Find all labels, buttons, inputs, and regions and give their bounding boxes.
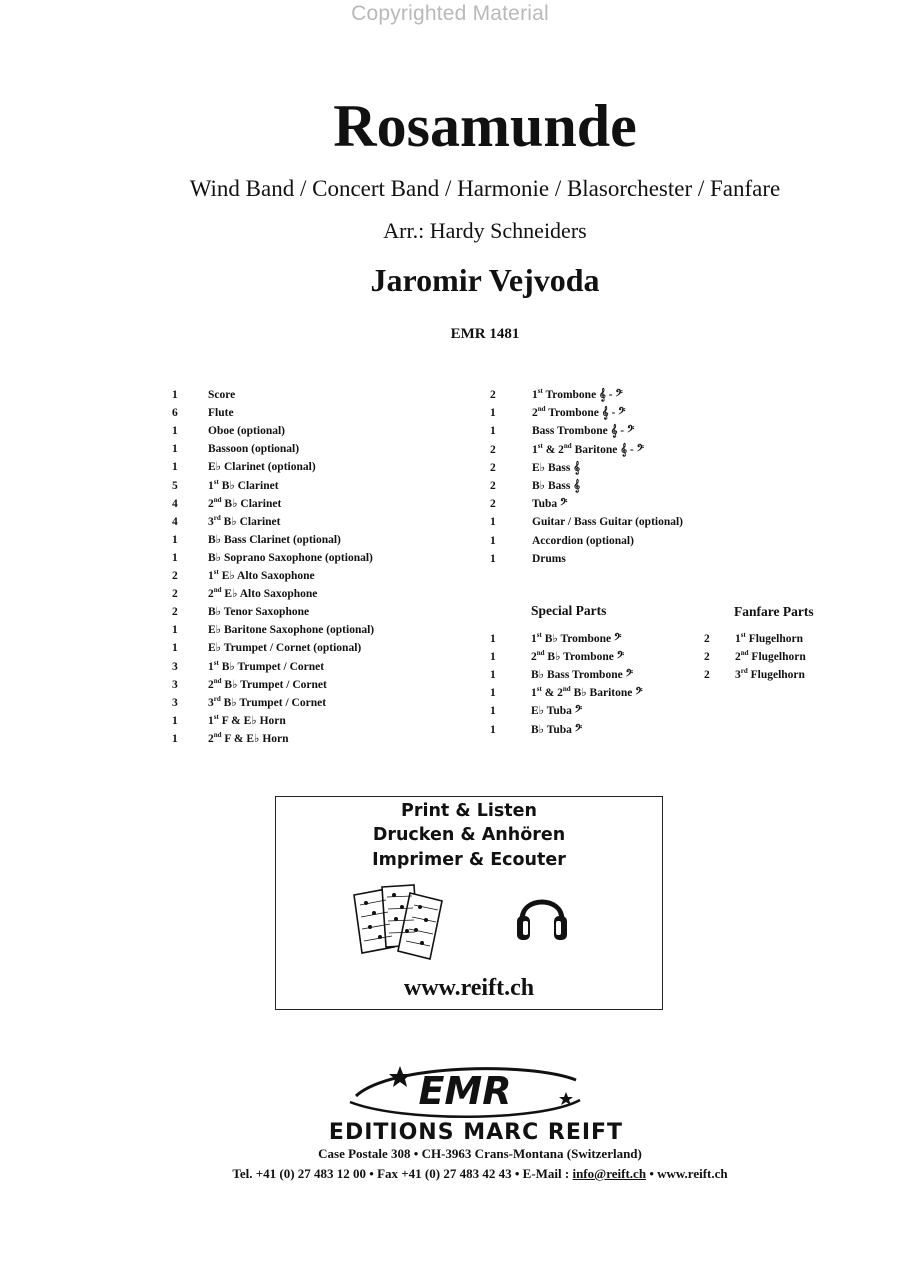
part-instrument: B♭ Tuba 𝄢 [531, 723, 583, 736]
part-ordinal: 3 [208, 696, 214, 709]
part-instrument: B♭ Bass Trombone 𝄢 [531, 669, 633, 682]
part-ordinal-suffix: nd [562, 685, 571, 694]
part-ordinal: 2 [557, 687, 563, 700]
part-instrument: E♭ Tuba 𝄢 [531, 705, 583, 718]
part-name [208, 658, 324, 676]
part-name [208, 531, 341, 549]
part-quantity: 4 [172, 497, 178, 510]
part-instrument: E♭ Clarinet (optional) [208, 461, 316, 474]
part-quantity: 2 [172, 570, 178, 582]
part-instrument: Trombone 𝄞 - 𝄢 [548, 407, 626, 420]
part-quantity: 5 [172, 479, 178, 492]
part-instrument: Oboe (optional) [208, 425, 285, 438]
part-ordinal-suffix: st [213, 568, 219, 577]
score-title: Rosamunde [333, 93, 637, 159]
part-quantity: 1 [490, 516, 496, 529]
part-ordinal-suffix: st [213, 477, 219, 486]
part-ordinal: 3 [735, 669, 741, 682]
part-ordinal-suffix: rd [213, 694, 221, 703]
part-name [532, 513, 683, 531]
part-name [532, 477, 580, 495]
part-name [532, 550, 566, 568]
part-name [208, 639, 361, 657]
part-instrument: B♭ Trumpet / Cornet [223, 696, 327, 709]
sheet-music-icon [352, 883, 452, 963]
part-instrument: E♭ Trumpet / Cornet (optional) [208, 642, 362, 655]
part-quantity: 2 [172, 606, 178, 619]
emr-logo-text: EMR [418, 1069, 512, 1113]
part-instrument: E♭ Baritone Saxophone (optional) [208, 624, 375, 637]
part-ordinal-suffix: rd [740, 667, 748, 676]
part-quantity: 2 [490, 443, 496, 456]
part-instrument: Score [208, 389, 236, 401]
part-quantity: 1 [172, 425, 178, 438]
print-listen-url[interactable]: www.reift.ch [403, 975, 535, 1001]
part-instrument: B♭ Baritone 𝄢 [573, 687, 643, 700]
part-instrument: E♭ Alto Saxophone [224, 588, 318, 601]
part-ordinal: 2 [558, 443, 564, 456]
part-quantity: 1 [172, 732, 178, 745]
part-quantity: 1 [172, 389, 178, 401]
part-ordinal-suffix: nd [536, 649, 545, 658]
special-parts-heading: Special Parts [531, 603, 607, 618]
part-quantity: 1 [172, 714, 178, 727]
part-name [208, 513, 280, 531]
part-quantity: 3 [172, 678, 178, 691]
part-ordinal-suffix: rd [213, 513, 221, 522]
part-quantity: 1 [490, 534, 496, 547]
part-ordinal-suffix: nd [213, 676, 222, 685]
fanfare-parts-list [704, 630, 844, 690]
part-instrument: B♭ Soprano Saxophone (optional) [208, 551, 373, 564]
part-ordinal: 1 [532, 389, 538, 401]
part-instrument: F & E♭ Horn [224, 732, 289, 745]
parts-list-left [172, 386, 472, 756]
part-ordinal-suffix: nd [537, 405, 546, 414]
part-quantity: 2 [704, 651, 710, 664]
special-parts-list [490, 630, 710, 750]
part-quantity: 1 [490, 687, 496, 700]
part-name [208, 621, 374, 639]
part-name [531, 666, 633, 684]
part-ordinal: 2 [735, 651, 741, 664]
part-instrument: B♭ Tenor Saxophone [208, 606, 310, 619]
part-ordinal: 3 [208, 515, 214, 528]
part-instrument: E♭ Alto Saxophone [221, 570, 315, 582]
part-instrument: Bassoon (optional) [208, 443, 300, 456]
part-instrument: Flugelhorn [751, 651, 806, 664]
part-ordinal: 1 [208, 714, 214, 727]
part-quantity: 1 [172, 642, 178, 655]
part-instrument: Accordion (optional) [532, 534, 634, 547]
part-quantity: 3 [172, 660, 178, 673]
arranger-credit: Arr.: Hardy Schneiders [383, 218, 587, 243]
part-quantity: 2 [490, 480, 496, 492]
part-ordinal-suffix: st [213, 658, 219, 667]
publisher-name: EDITIONS MARC REIFT [328, 1120, 624, 1145]
part-name [532, 495, 567, 513]
part-ordinal: 1 [735, 633, 741, 645]
part-quantity: 4 [172, 515, 178, 528]
part-ordinal-suffix: st [537, 441, 543, 450]
part-name [208, 404, 234, 422]
print-listen-english: Print & Listen [401, 801, 537, 821]
part-name [531, 630, 621, 648]
part-instrument: Trombone 𝄞 - 𝄢 [545, 389, 623, 401]
part-ordinal-suffix: nd [213, 586, 222, 595]
part-ordinal: 1 [208, 660, 214, 673]
contact-phone-fax: Tel. +41 (0) 27 483 12 00 • Fax +41 (0) 27 483 42 43 • E-Mail : [232, 1166, 573, 1181]
part-quantity: 1 [490, 552, 496, 565]
part-name: 1st & 2nd B♭ Baritone 𝄢 [531, 685, 643, 700]
part-name [532, 459, 580, 477]
part-name [208, 694, 326, 712]
part-ordinal: 1 [531, 633, 537, 645]
part-quantity: 1 [490, 705, 496, 718]
part-quantity: 1 [490, 425, 496, 438]
part-quantity: 2 [490, 498, 496, 511]
part-instrument: Bass Trombone 𝄞 - 𝄢 [532, 425, 635, 438]
part-instrument: B♭ Trumpet / Cornet [221, 660, 325, 673]
part-ordinal: 2 [208, 588, 214, 601]
part-name [208, 440, 299, 458]
part-name [532, 532, 634, 550]
part-name [208, 712, 286, 730]
part-name [208, 422, 285, 440]
part-quantity: 1 [172, 624, 178, 637]
part-name [208, 730, 289, 748]
part-ordinal: 2 [532, 407, 538, 420]
part-quantity: 1 [490, 651, 496, 664]
part-instrument: B♭ Bass Clarinet (optional) [208, 533, 341, 546]
part-name [208, 386, 235, 404]
contact-website[interactable]: • www.reift.ch [646, 1166, 728, 1181]
part-ordinal: 2 [531, 651, 537, 664]
part-ordinal: 1 [531, 687, 537, 700]
part-instrument: F & E♭ Horn [221, 714, 286, 727]
part-quantity: 1 [172, 533, 178, 546]
part-quantity: 1 [490, 723, 496, 736]
part-name [208, 495, 281, 513]
part-instrument: B♭ Trombone 𝄢 [544, 633, 622, 645]
part-instrument: Baritone 𝄞 - 𝄢 [574, 443, 645, 456]
part-name [208, 477, 279, 495]
contact-email-link[interactable]: info@reift.ch [572, 1166, 647, 1181]
publisher-address: Case Postale 308 • CH-3963 Crans-Montana (Switzerland) [318, 1146, 642, 1161]
fanfare-parts-heading: Fanfare Parts [734, 604, 814, 619]
part-quantity: 1 [172, 443, 178, 456]
part-quantity: 2 [704, 633, 710, 645]
part-instrument: B♭ Clarinet [224, 497, 282, 510]
part-instrument: B♭ Clarinet [223, 515, 281, 528]
print-listen-german: Drucken & Anhören [372, 825, 566, 845]
part-name [208, 458, 316, 476]
part-name [532, 386, 623, 404]
part-name [208, 585, 317, 603]
publisher-contact [100, 1166, 860, 1182]
part-ordinal-suffix: st [213, 712, 219, 721]
part-quantity: 2 [704, 669, 710, 682]
part-quantity: 1 [490, 407, 496, 420]
part-name [735, 648, 806, 666]
part-instrument: B♭ Trombone 𝄢 [547, 651, 625, 664]
part-instrument: Flugelhorn [748, 633, 803, 645]
part-name [531, 702, 582, 720]
part-ordinal: 2 [208, 732, 214, 745]
part-ordinal: 1 [208, 570, 214, 582]
part-quantity: 2 [490, 461, 496, 474]
part-ordinal-suffix: st [740, 631, 746, 640]
part-instrument: Tuba 𝄢 [532, 498, 568, 511]
copyright-watermark: Copyrighted Material [351, 2, 549, 25]
part-name [531, 721, 582, 739]
part-name [735, 666, 805, 684]
part-instrument: Guitar / Bass Guitar (optional) [532, 516, 684, 529]
part-name: 1st & 2nd Baritone 𝄞 - 𝄢 [532, 441, 645, 456]
part-quantity: 2 [490, 389, 496, 401]
part-instrument: B♭ Trumpet / Cornet [224, 678, 327, 691]
ensemble-subtitle: Wind Band / Concert Band / Harmonie / Blasorchester / Fanfare [189, 176, 781, 201]
part-quantity: 1 [490, 633, 496, 645]
part-quantity: 1 [490, 669, 496, 682]
part-instrument: E♭ Bass 𝄞 [532, 461, 581, 474]
part-ordinal-suffix: st [537, 387, 543, 396]
part-ordinal-suffix: nd [740, 649, 749, 658]
part-name [531, 648, 624, 666]
part-quantity: 1 [172, 551, 178, 564]
part-instrument: Flugelhorn [750, 669, 805, 682]
print-listen-box [275, 796, 663, 1010]
part-ordinal-suffix: nd [213, 495, 222, 504]
part-ordinal: 1 [532, 443, 538, 456]
part-name [532, 422, 634, 440]
catalog-number: EMR 1481 [450, 326, 520, 342]
part-ordinal-suffix: st [536, 685, 542, 694]
part-instrument: B♭ Bass 𝄞 [532, 480, 581, 492]
part-ordinal-suffix: st [536, 631, 542, 640]
part-instrument: B♭ Clarinet [221, 479, 279, 492]
part-quantity: 1 [172, 461, 178, 474]
part-ordinal: 2 [208, 678, 214, 691]
part-ordinal: 1 [208, 479, 214, 492]
headphones-icon [514, 886, 570, 948]
part-name [735, 630, 803, 648]
part-instrument: Drums [532, 552, 566, 565]
parts-list-right [490, 386, 750, 586]
part-name [532, 404, 626, 422]
part-name [208, 603, 309, 621]
part-quantity: 3 [172, 696, 178, 709]
part-name [208, 567, 315, 585]
part-ordinal-suffix: nd [563, 441, 572, 450]
part-name [208, 676, 327, 694]
part-ordinal: 2 [208, 497, 214, 510]
part-instrument: Flute [208, 407, 234, 420]
print-listen-french: Imprimer & Ecouter [372, 850, 566, 870]
part-quantity: 2 [172, 588, 178, 601]
part-name [208, 549, 373, 567]
part-ordinal-suffix: nd [213, 731, 222, 740]
emr-logo [340, 1056, 590, 1124]
composer-name: Jaromir Vejvoda [370, 262, 600, 298]
part-quantity: 6 [172, 407, 178, 420]
